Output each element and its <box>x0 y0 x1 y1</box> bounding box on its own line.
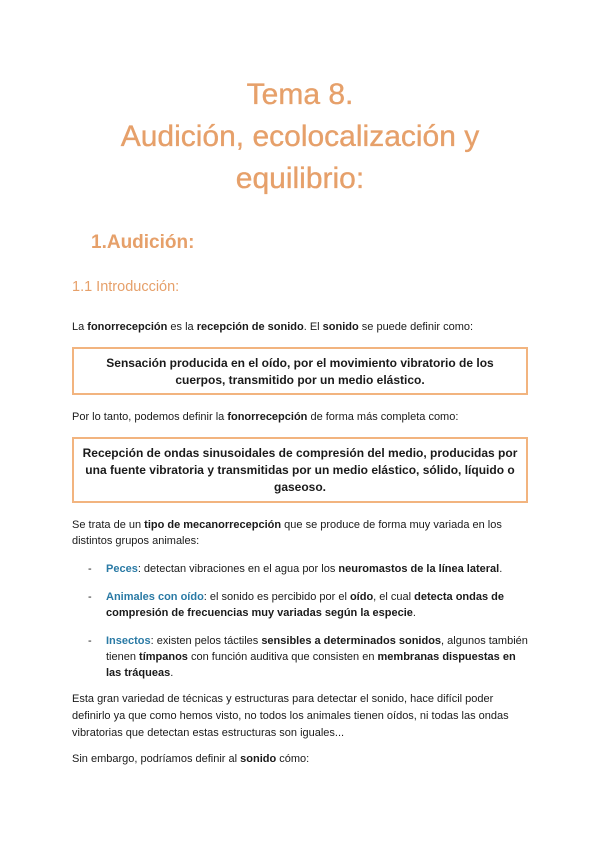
text: . El <box>303 321 323 333</box>
text: . <box>170 667 174 679</box>
bold-term: recepción de sonido <box>196 321 304 333</box>
list-item-insectos <box>88 633 528 681</box>
paragraph-variedad: Esta gran variedad de técnicas y estructuras para detectar el sonido, hace difícil poder definirlo ya que como hemos visto, no todos los animales tienen oídos, ni todas las ondas vibratorias que detectan estas estructuras son iguales... <box>72 693 509 739</box>
bold-term: membranas dispuestas en las tráqueas <box>106 651 516 679</box>
text: La <box>72 321 88 333</box>
text: : el sonido es percibido por el <box>203 591 350 603</box>
definition-line: Sensación producida en el oído, por el movimiento vibratorio de los <box>106 356 494 370</box>
text: : detectan vibraciones en el agua por los <box>137 563 339 575</box>
bold-term: sonido <box>240 753 277 765</box>
bold-term: tipo de mecanorrecepción <box>144 519 282 531</box>
bold-term: sonido <box>322 321 359 333</box>
paragraph-fonorrecepcion <box>72 409 532 425</box>
bold-term: neuromastos de la línea lateral <box>338 563 500 575</box>
text: : existen pelos táctiles <box>150 635 262 647</box>
bold-term: fonorrecepción <box>87 321 168 333</box>
text: se puede definir como: <box>358 321 474 333</box>
definition-box-fonorrecepcion <box>72 437 528 503</box>
animal-groups-list <box>88 561 528 681</box>
document-title <box>60 74 540 200</box>
text: es la <box>167 321 197 333</box>
text: con función auditiva que consisten en <box>187 651 378 663</box>
text: . <box>412 607 416 619</box>
list-item-animales-con-oido <box>88 589 528 621</box>
paragraph-mecanorrecepcion <box>72 517 534 549</box>
paragraph-intro <box>72 319 532 335</box>
list-item-peces <box>88 561 528 577</box>
text: , el cual <box>373 591 415 603</box>
term-animales-con-oido: Animales con oído <box>106 591 204 603</box>
bold-term: detecta ondas de compresión de frecuencias muy variadas según la especie <box>106 591 504 619</box>
definition-box-sonido <box>72 347 528 395</box>
bold-term: sensibles a determinados sonidos <box>261 635 442 647</box>
text: , algunos también tienen <box>106 635 528 663</box>
paragraph-sin-embargo <box>72 751 532 767</box>
definition-line: una fuente vibratoria y transmitidas por un medio elástico, sólido, líquido o <box>85 463 515 477</box>
definition-line: Recepción de ondas sinusoidales de compresión del medio, producidas por <box>82 446 518 460</box>
text: . <box>499 563 503 575</box>
bold-term: fonorrecepción <box>227 411 308 423</box>
text: cómo: <box>276 753 310 765</box>
text: de forma más completa como: <box>307 411 459 423</box>
definition-line: gaseoso. <box>273 480 327 494</box>
bold-term: oído <box>349 591 374 603</box>
title-line-3: equilibrio: <box>235 162 365 195</box>
definition-line: cuerpos, transmitido por un medio elástico. <box>175 373 425 387</box>
title-line-1: Tema 8. <box>246 78 354 111</box>
bold-term: tímpanos <box>139 651 188 663</box>
term-insectos: Insectos <box>106 635 151 647</box>
text: Sin embargo, podríamos definir al <box>72 753 241 765</box>
term-peces: Peces <box>106 563 138 575</box>
subsection-heading: 1.1 Introducción: <box>72 279 180 295</box>
title-line-2: Audición, ecolocalización y <box>120 120 480 153</box>
section-heading: 1.Audición: <box>91 232 195 253</box>
text: Por lo tanto, podemos definir la <box>72 411 228 423</box>
text: que se produce de forma muy variada en los distintos grupos animales: <box>72 519 502 547</box>
text: Se trata de un <box>72 519 145 531</box>
